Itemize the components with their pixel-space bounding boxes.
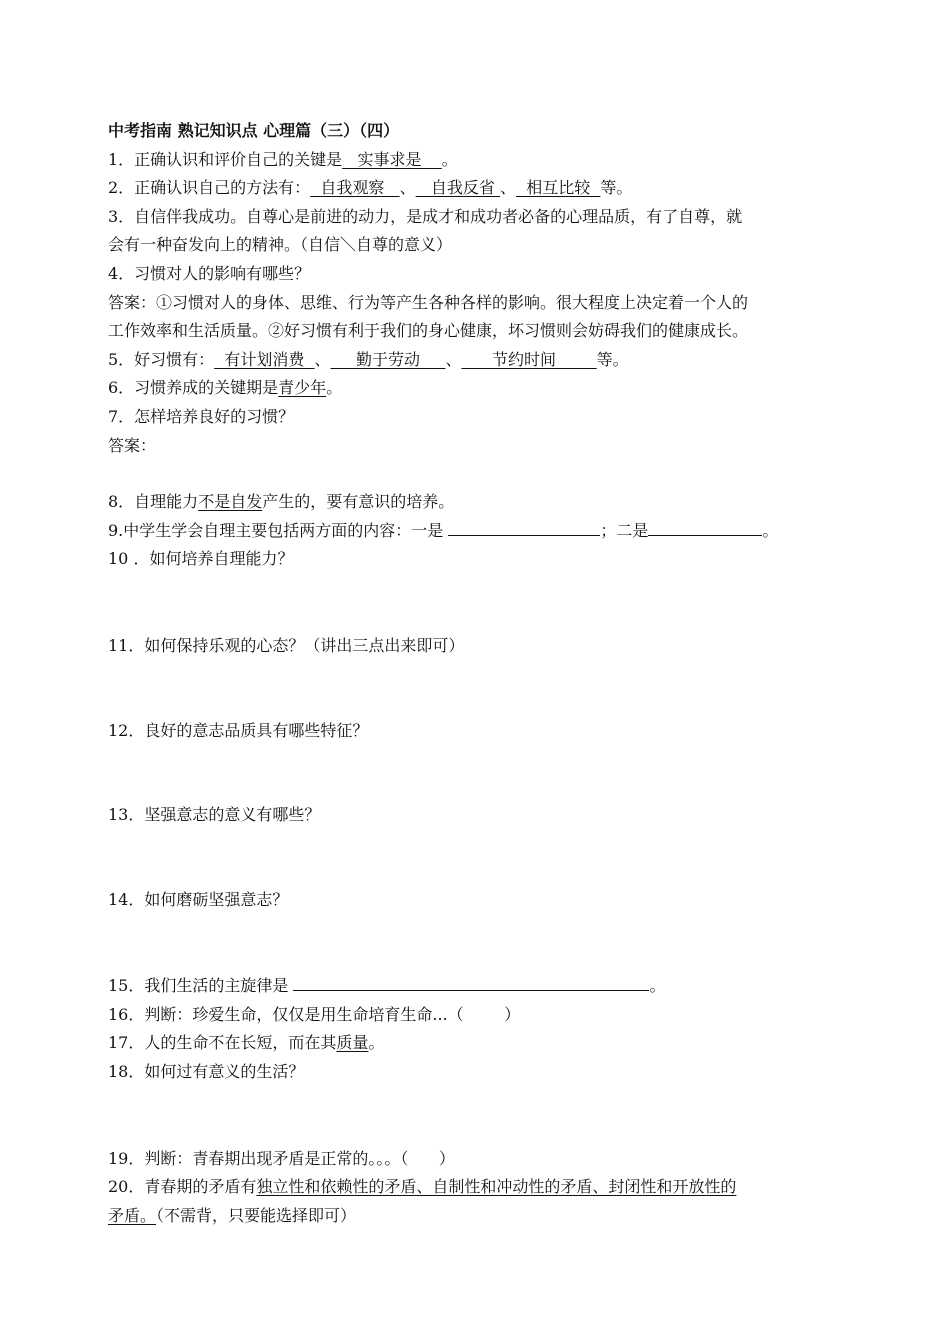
question-17-answer: 质量 <box>336 1033 369 1053</box>
question-4-answer-line-1: 答案：①习惯对人的身体、思维、行为等产生各种各样的影响。很大程度上决定着一个人的 <box>108 292 749 312</box>
answer-space <box>108 574 848 632</box>
question-8-text: 8．自理能力 <box>108 492 199 512</box>
question-5-end: 等。 <box>596 349 629 369</box>
question-15-text: 15．我们生活的主旋律是 <box>108 976 294 996</box>
question-9-mid: ；二是 <box>600 520 649 540</box>
question-4-answer-line-2: 工作效率和生活质量。②好习惯有利于我们的身心健康，坏习惯则会妨碍我们的健康成长。 <box>108 321 749 341</box>
question-12: 12．良好的意志品质具有哪些特征？ <box>108 720 369 740</box>
question-9 <box>108 517 848 546</box>
question-9-blank-1[interactable] <box>448 517 600 536</box>
question-5-sep-2: 、 <box>445 349 462 369</box>
question-5-sep-1: 、 <box>314 349 331 369</box>
question-5-answer-3: 节约时间 <box>461 349 597 369</box>
question-6-end: 。 <box>326 378 343 398</box>
document-page <box>108 117 848 1230</box>
answer-space <box>108 745 848 801</box>
question-9-blank-2[interactable] <box>648 517 762 536</box>
question-10: 10 ．如何培养自理能力？ <box>108 549 294 569</box>
question-16: 16．判断：珍爱生命，仅仅是用生命培育生命...（ ） <box>108 1004 521 1024</box>
question-9-text: 9.中学生学会自理主要包括两方面的内容：一是 <box>108 520 449 540</box>
question-20-answer-part-1: 独立性和依赖性的矛盾、自制性和冲动性的矛盾、封闭性和开放性的 <box>256 1177 737 1197</box>
question-4: 4．习惯对人的影响有哪些？ <box>108 263 311 283</box>
question-1-answer: 实事求是 <box>342 149 442 169</box>
question-8-answer: 不是自发 <box>198 492 263 512</box>
question-7-answer-label: 答案： <box>108 435 157 455</box>
question-13: 13．坚强意志的意义有哪些？ <box>108 805 321 825</box>
question-6 <box>108 374 848 403</box>
question-1-text: 1．正确认识和评价自己的关键是 <box>108 149 343 169</box>
page-title: 中考指南 熟记知识点 心理篇（三）（四） <box>108 121 400 140</box>
question-3-line-2: 会有一种奋发向上的精神。（自信＼自尊的意义） <box>108 235 453 255</box>
question-1 <box>108 146 848 175</box>
question-2-answer-3: 相互比较 <box>516 178 601 198</box>
question-2 <box>108 174 848 203</box>
question-2-sep-1: 、 <box>399 178 416 198</box>
question-2-text: 2．正确认识自己的方法有： <box>108 178 311 198</box>
question-15-blank[interactable] <box>293 972 649 991</box>
question-3-line-1: 3．自信伴我成功。自尊心是前进的动力，是成才和成功者必备的心理品质，有了自尊，就 <box>108 206 743 226</box>
question-5 <box>108 346 848 375</box>
question-2-sep-2: 、 <box>500 178 517 198</box>
question-15 <box>108 972 848 1001</box>
question-2-answer-2: 自我反省 <box>415 178 500 198</box>
question-20-text: 20．青春期的矛盾有 <box>108 1177 257 1197</box>
question-2-end: 等。 <box>600 178 633 198</box>
question-6-text: 6．习惯养成的关键期是 <box>108 378 279 398</box>
question-8-end: 产生的，要有意识的培养。 <box>262 492 455 512</box>
question-5-text: 5．好习惯有： <box>108 349 215 369</box>
answer-space <box>108 914 848 972</box>
question-14: 14．如何磨砺坚强意志？ <box>108 889 289 909</box>
question-2-answer-1: 自我观察 <box>310 178 400 198</box>
question-20-answer-part-2: 矛盾。 <box>108 1205 157 1225</box>
question-11: 11．如何保持乐观的心态？（讲出三点出来即可） <box>108 635 465 655</box>
answer-space <box>108 661 848 717</box>
question-20-line-1 <box>108 1173 848 1202</box>
question-17-end: 。 <box>368 1033 385 1053</box>
question-17-text: 17．人的生命不在长短，而在其 <box>108 1033 337 1053</box>
question-20-note: （不需背，只要能选择即可） <box>156 1205 357 1225</box>
answer-space <box>108 460 848 488</box>
answer-space <box>108 830 848 886</box>
question-19: 19．判断：青春期出现矛盾是正常的。。。（ ） <box>108 1148 455 1168</box>
question-8 <box>108 488 848 517</box>
question-1-end: 。 <box>441 149 458 169</box>
question-5-answer-1: 有计划消费 <box>214 349 315 369</box>
question-20-line-2 <box>108 1202 848 1231</box>
question-18: 18．如何过有意义的生活？ <box>108 1062 305 1082</box>
question-9-end: 。 <box>762 520 779 540</box>
question-17 <box>108 1029 848 1058</box>
question-6-answer: 青少年 <box>278 378 327 398</box>
question-5-answer-2: 勤于劳动 <box>330 349 446 369</box>
question-7: 7．怎样培养良好的习惯？ <box>108 406 295 426</box>
answer-space <box>108 1087 848 1145</box>
question-15-end: 。 <box>649 976 666 996</box>
